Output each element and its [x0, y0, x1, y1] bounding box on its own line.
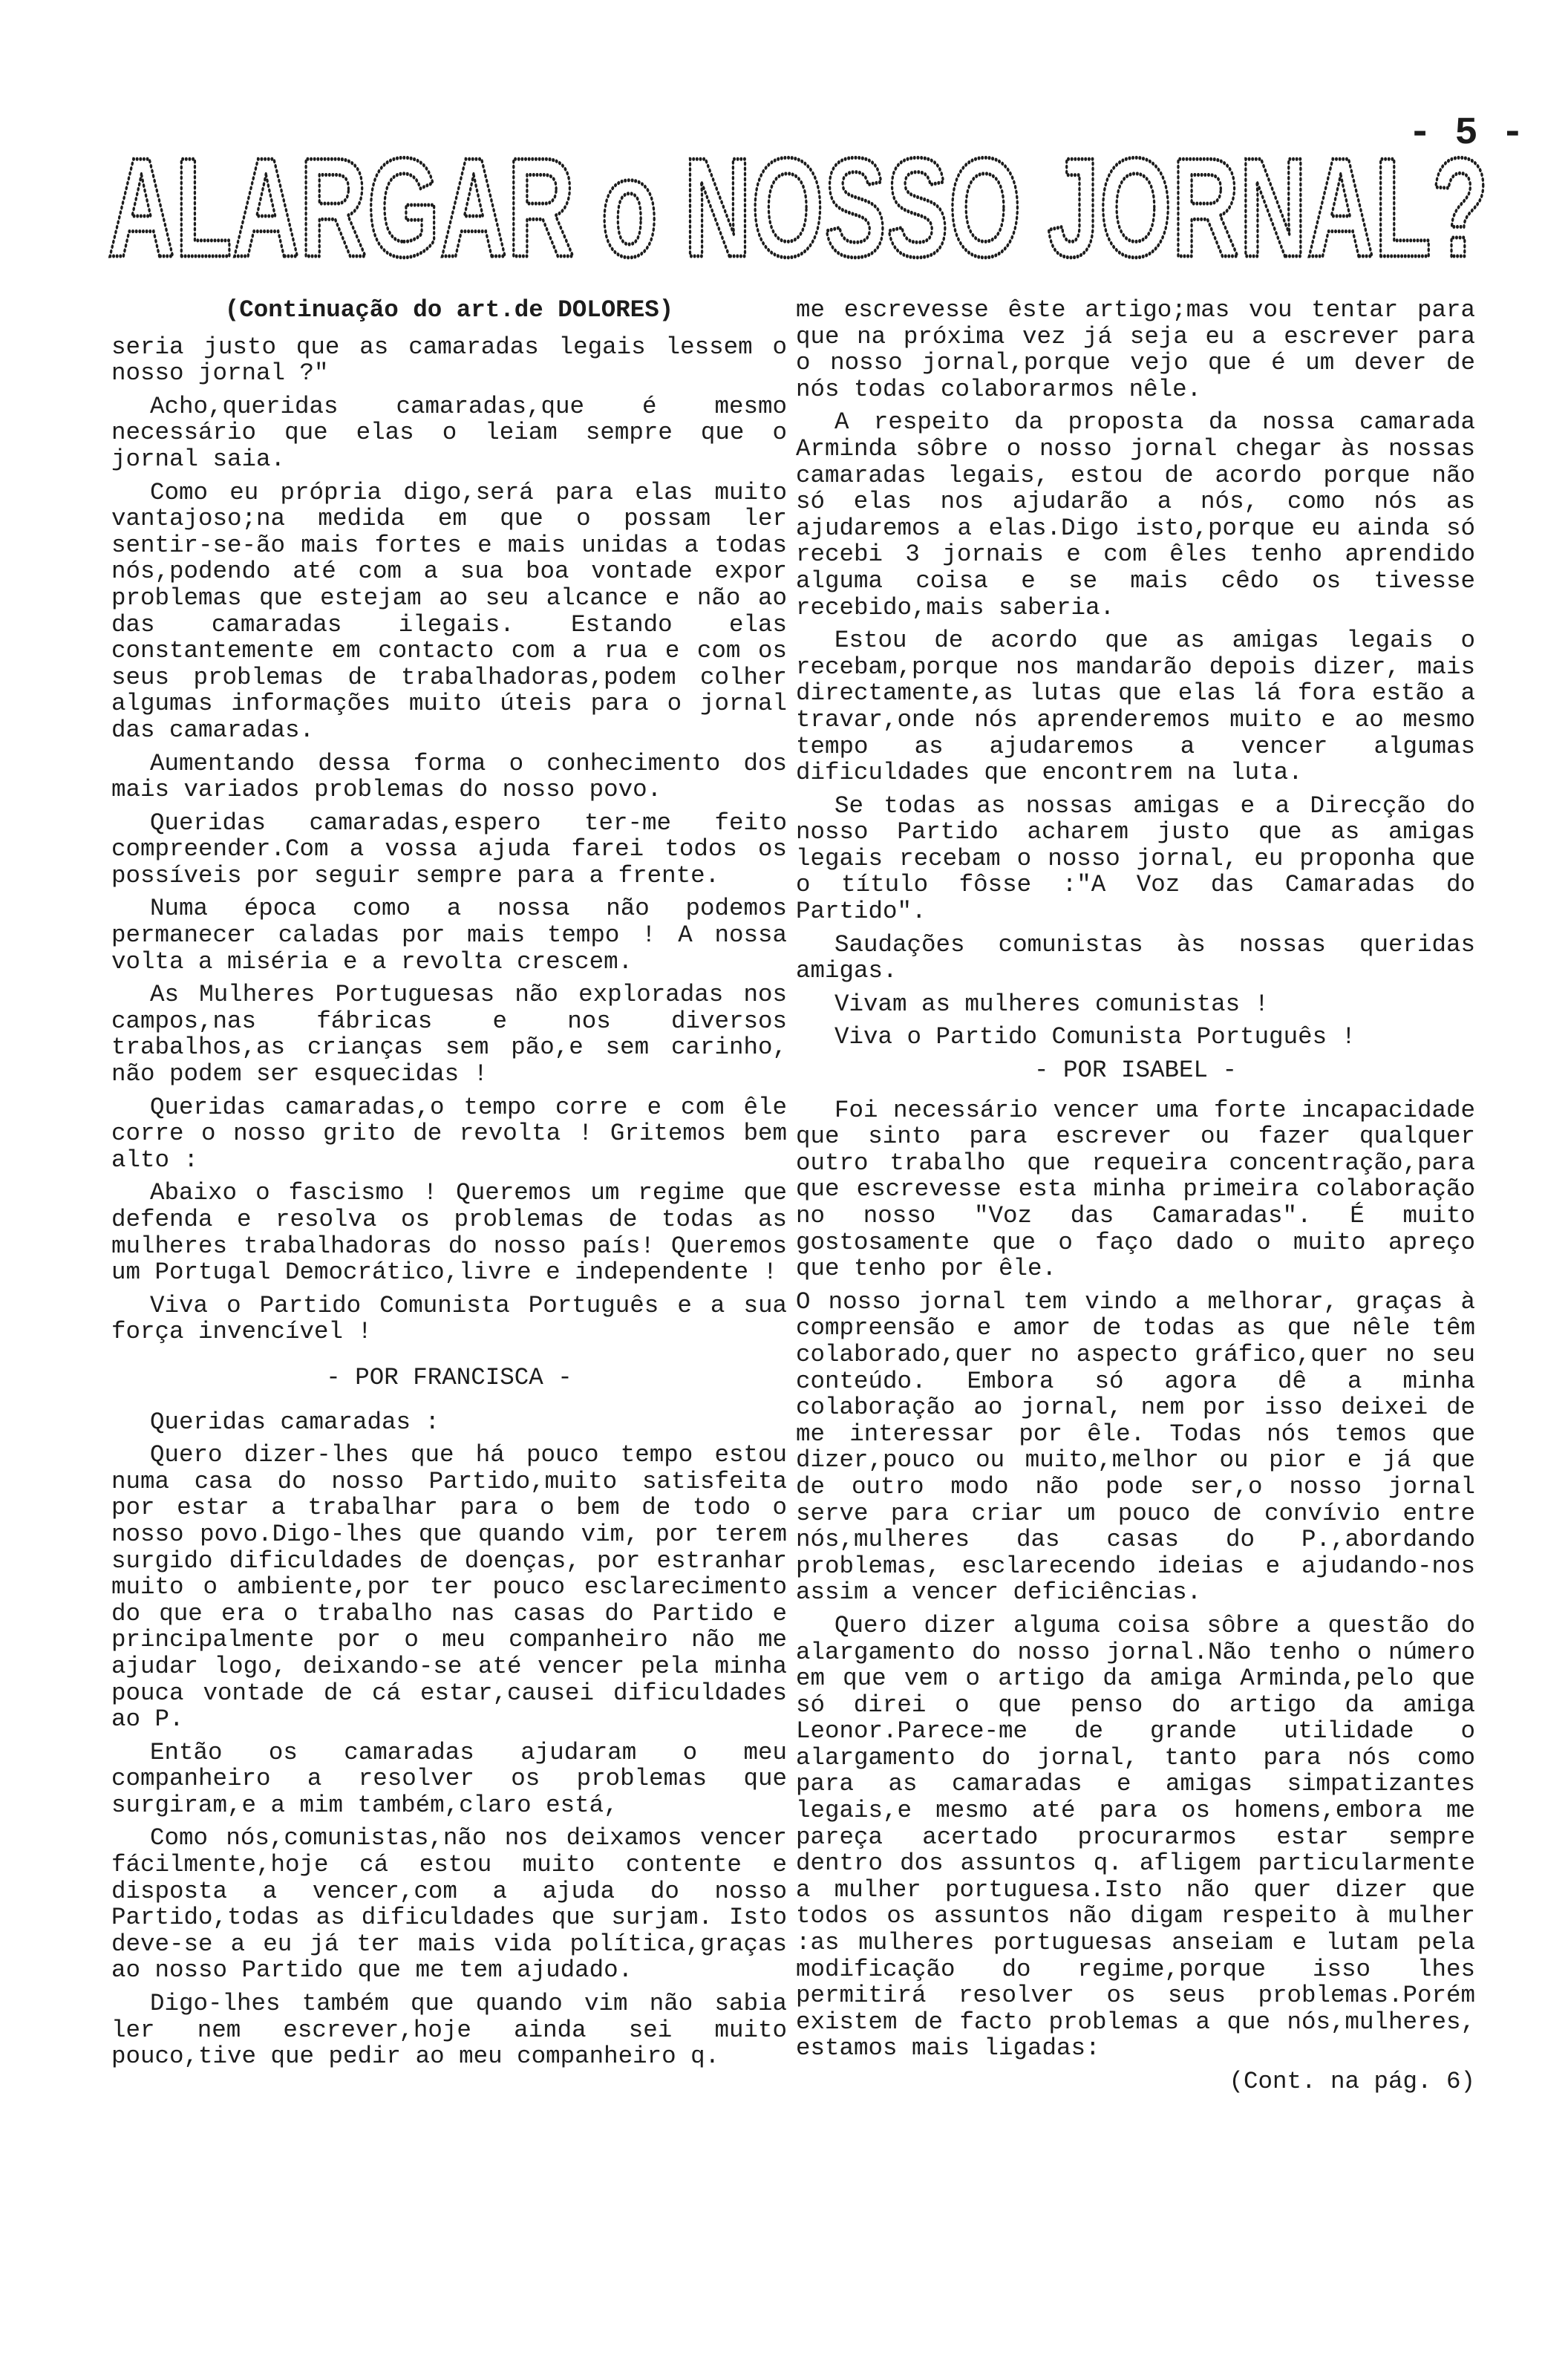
paragraph: Então os camaradas ajudaram o meu companheiro a resolver os problemas que surgiram,e a mim também,claro está,: [111, 1738, 787, 1819]
dolores-article: [111, 334, 787, 1345]
paragraph: Vivam as mulheres comunistas !: [834, 990, 1270, 1018]
paragraph: Como nós,comunistas,não nos deixamos vencer fácilmente,hoje cá estou muito contente e disposta a vencer,com a ajuda do nosso Partido,todas as dificuldades que surjam. Isto deve-se a eu já ter mais vida política,graças ao nosso Partido que me tem ajudado.: [111, 1824, 787, 1985]
paragraph: As Mulheres Portuguesas não exploradas nos campos,nas fábricas e nos diversos trabalhos,as crianças sem pão,e sem carinho, não podem ser esquecidas !: [111, 981, 787, 1088]
right-column: [796, 297, 1475, 2331]
paragraph: me escrevesse êste artigo;mas vou tentar para que na próxima vez já seja eu a escrever para o nosso jornal,porque vejo que é um dever de nós todas colaborarmos nêle.: [796, 297, 1475, 403]
isabel-article: [796, 1097, 1475, 2062]
paragraph: Viva o Partido Comunista Português e a sua força invencível !: [111, 1291, 787, 1346]
paragraph: Saudações comunistas às nossas queridas amigas.: [796, 930, 1475, 985]
paragraph: Abaixo o fascismo ! Queremos um regime que defenda e resolva os problemas de todas as mulheres trabalhadoras do nosso país! Queremos um Portugal Democrático,livre e independente !: [111, 1179, 787, 1287]
continuation-note: (Continuação do art.de DOLORES): [224, 297, 674, 324]
paragraph: Queridas camaradas,espero ter-me feito compreender.Com a vossa ajuda farei todos os possíveis por seguir sempre para a frente.: [111, 809, 787, 889]
paragraph: A respeito da proposta da nossa camarada Arminda sôbre o nosso jornal chegar às nossas camaradas legais, estou de acordo porque não só elas nos ajudarão a nós, como nós as ajudaremos a elas.Digo isto,porque eu ainda só recebi 3 jornais e com êles tenho aprendido alguma coisa e se mais cêdo os tivesse recebido,mais saberia.: [796, 408, 1475, 621]
paragraph: Queridas camaradas,o tempo corre e com êle corre o nosso grito de revolta ! Gritemos bem alto :: [111, 1093, 787, 1174]
headline: [104, 134, 1492, 275]
signature-isabel: - POR ISABEL -: [1033, 1057, 1238, 1085]
headline-lettering: [104, 134, 1492, 275]
paragraph: Queridas camaradas :: [150, 1408, 440, 1436]
paragraph: Se todas as nossas amigas e a Direcção do nosso Partido acharem justo que as amigas legais recebam o nosso jornal, eu proponha que o título fôsse :"A Voz das Camaradas do Partido".: [796, 791, 1475, 926]
paragraph: Quero dizer alguma coisa sôbre a questão do alargamento do nosso jornal.Não tenho o número em que vem o artigo da amiga Arminda,pelo que só direi o que penso do artigo da amiga Leonor.Parece-me de grande utilidade o alargamento do jornal, tanto para nós como para as camaradas e amigas simpatizantes legais,e mesmo até para os homens,embora me pareça acertado procurarmos estar sempre dentro dos assuntos q. afligem particularmente a mulher portuguesa.Isto não quer dizer que todos os assuntos não digam respeito à mulher :as mulheres portuguesas anseiam e lutam pela modificação do regime,porque isso lhes permitirá resolver os seus problemas.Porém existem de facto problemas a que nós,mulheres, estamos mais ligadas:: [796, 1611, 1475, 2063]
paragraph: Como eu própria digo,será para elas muito vantajoso;na medida em que o possam ler sentir-se-ão mais fortes e mais unidas a todas nós,podendo até com a sua boa vontade expor problemas que estejam ao seu alcance e não ao das camaradas ilegais. Estando elas constantemente em contacto com a rua e com os seus problemas de trabalhadoras,podem colher algumas informações muito úteis para o jornal das camaradas.: [111, 478, 787, 744]
paragraph: seria justo que as camaradas legais lessem o nosso jornal ?": [111, 333, 787, 388]
paragraph: Viva o Partido Comunista Português !: [834, 1023, 1356, 1051]
paragraph: Foi necessário vencer uma forte incapacidade que sinto para escrever ou fazer qualquer outro trabalho que requeira concentração,para que escrevesse esta minha primeira colaboração no nosso "Voz das Camaradas". É muito gostosamente que o faço dado o muito apreço que tenho por êle.: [796, 1096, 1475, 1283]
signature-francisca: - POR FRANCISCA -: [326, 1363, 572, 1391]
paragraph: O nosso jornal tem vindo a melhorar, graças à compreensão e amor de todas as que nêle têm colaborado,quer no aspecto gráfico,quer no seu conteúdo. Embora só agora dê a minha colaboração ao jornal, nem por isso deixei de me interessar por êle. Todas nós temos que dizer,pouco ou muito,melhor ou pior e já que de outro modo não pode ser,o nosso jornal serve para criar um pouco de convívio entre nós,mulheres das casas do P.,abordando problemas, esclarecendo ideias e ajudando-nos assim a vencer deficiências.: [796, 1287, 1475, 1607]
continued-note: (Cont. na pág. 6): [1229, 2068, 1475, 2095]
paragraph: Numa época como a nossa não podemos permanecer caladas por mais tempo ! A nossa volta a miséria e a revolta crescem.: [111, 895, 787, 976]
paragraph: Aumentando dessa forma o conhecimento dos mais variados problemas do nosso povo.: [111, 749, 787, 804]
francisca-article-continued: [796, 297, 1475, 1051]
paragraph: Estou de acordo que as amigas legais o recebam,porque nos mandarão depois dizer, mais directamente,as lutas que elas lá fora estão a travar,onde nós aprenderemos muito e ao mesmo tempo as ajudaremos a vencer algumas dificuldades que encontrem na luta.: [796, 627, 1475, 787]
paragraph: Digo-lhes também que quando vim não sabia ler nem escrever,hoje ainda sei muito pouco,tive que pedir ao meu companheiro q.: [111, 1990, 787, 2071]
page-number: - 5 -: [1408, 111, 1525, 155]
headline-text: ALARGAR o NOSSO JORNAL?: [108, 134, 1489, 275]
paragraph: Acho,queridas camaradas,que é mesmo necessário que elas o leiam sempre que o jornal saia.: [111, 392, 787, 473]
left-column: [111, 297, 787, 2331]
paragraph: Quero dizer-lhes que há pouco tempo estou numa casa do nosso Partido,muito satisfeita por estar a trabalhar para o bem de todo o nosso povo.Digo-lhes que quando vim, por terem surgido dificuldades de doenças, por estranhar muito o ambiente,por ter pouco esclarecimento do que era o trabalho nas casas do Partido e principalmente por o meu companheiro não me ajudar logo, deixando-se até vencer pela minha pouca vontade de cá estar,causei dificuldades ao P.: [111, 1441, 787, 1734]
francisca-article: [111, 1409, 787, 2070]
